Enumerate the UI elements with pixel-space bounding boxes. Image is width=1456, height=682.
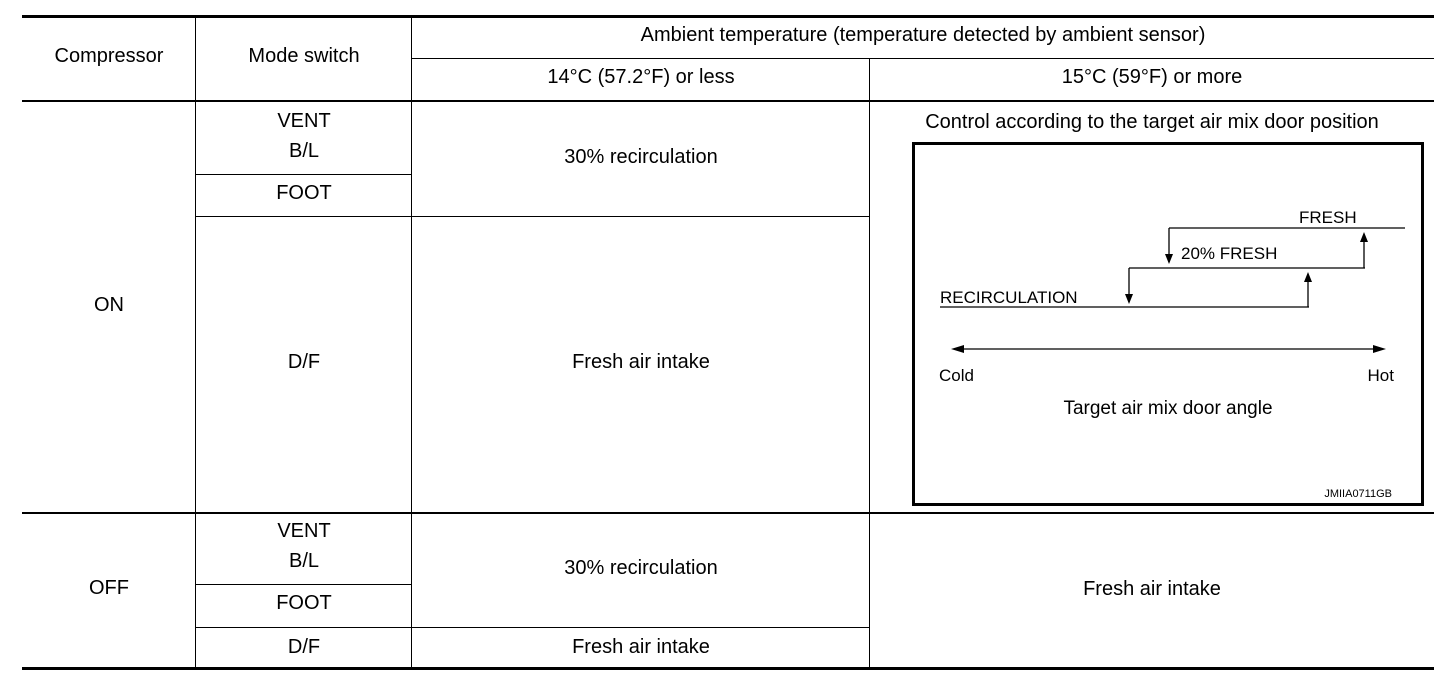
mode-foot-on: FOOT — [276, 182, 332, 204]
header-bottom-rule — [22, 100, 1434, 102]
header-low-temperature: 14°C (57.2°F) or less — [547, 66, 735, 88]
label-recirculation: RECIRCULATION — [940, 288, 1078, 307]
mode-vent-bl-on — [196, 106, 412, 166]
header-compressor: Compressor — [54, 45, 164, 67]
mode-bl-label: B/L — [288, 140, 320, 162]
rule — [196, 174, 412, 175]
mode-df-off: D/F — [287, 636, 321, 658]
arrow-head-up-icon — [1304, 272, 1312, 282]
mode-vent-bl-off — [196, 516, 412, 576]
figure-code: JMIIA0711GB — [1324, 488, 1392, 500]
arrow-left-icon — [951, 345, 964, 353]
on-low-df-value: Fresh air intake — [572, 351, 710, 373]
diagram-frame — [914, 144, 1423, 505]
label-hot: Hot — [1367, 366, 1394, 385]
header-mode-switch: Mode switch — [248, 45, 360, 67]
rule — [196, 216, 870, 217]
mode-df-on: D/F — [287, 351, 321, 373]
mode-foot-off: FOOT — [276, 592, 332, 614]
label-fresh: FRESH — [1299, 208, 1357, 227]
on-low-vent-foot-value: 30% recirculation — [564, 146, 718, 168]
on-high-control-title: Control according to the target air mix door position — [925, 111, 1379, 133]
label-cold: Cold — [939, 366, 974, 385]
off-high-value: Fresh air intake — [1083, 578, 1221, 600]
arrow-head-down-icon — [1165, 254, 1173, 264]
table-top-rule — [22, 15, 1434, 18]
arrow-right-icon — [1373, 345, 1386, 353]
header-ambient-temperature: Ambient temperature (temperature detected by ambient sensor) — [640, 24, 1206, 46]
compressor-on: ON — [94, 294, 124, 316]
section-divider-rule — [22, 512, 1434, 514]
arrow-head-down-icon — [1125, 294, 1133, 304]
arrow-head-up-icon — [1360, 232, 1368, 242]
label-20-fresh: 20% FRESH — [1181, 244, 1278, 263]
rule — [412, 58, 1434, 59]
table-bottom-rule — [22, 667, 1434, 670]
rule — [196, 584, 412, 585]
mode-vent-label: VENT — [277, 520, 331, 542]
compressor-off: OFF — [89, 577, 129, 599]
mode-bl-label: B/L — [288, 550, 320, 572]
off-low-vent-foot-value: 30% recirculation — [564, 557, 718, 579]
air-mix-door-diagram — [912, 142, 1424, 506]
header-high-temperature: 15°C (59°F) or more — [1061, 66, 1243, 88]
rule — [196, 627, 870, 628]
label-axis-title: Target air mix door angle — [1063, 398, 1273, 419]
off-low-df-value: Fresh air intake — [572, 636, 710, 658]
mode-vent-label: VENT — [277, 110, 331, 132]
